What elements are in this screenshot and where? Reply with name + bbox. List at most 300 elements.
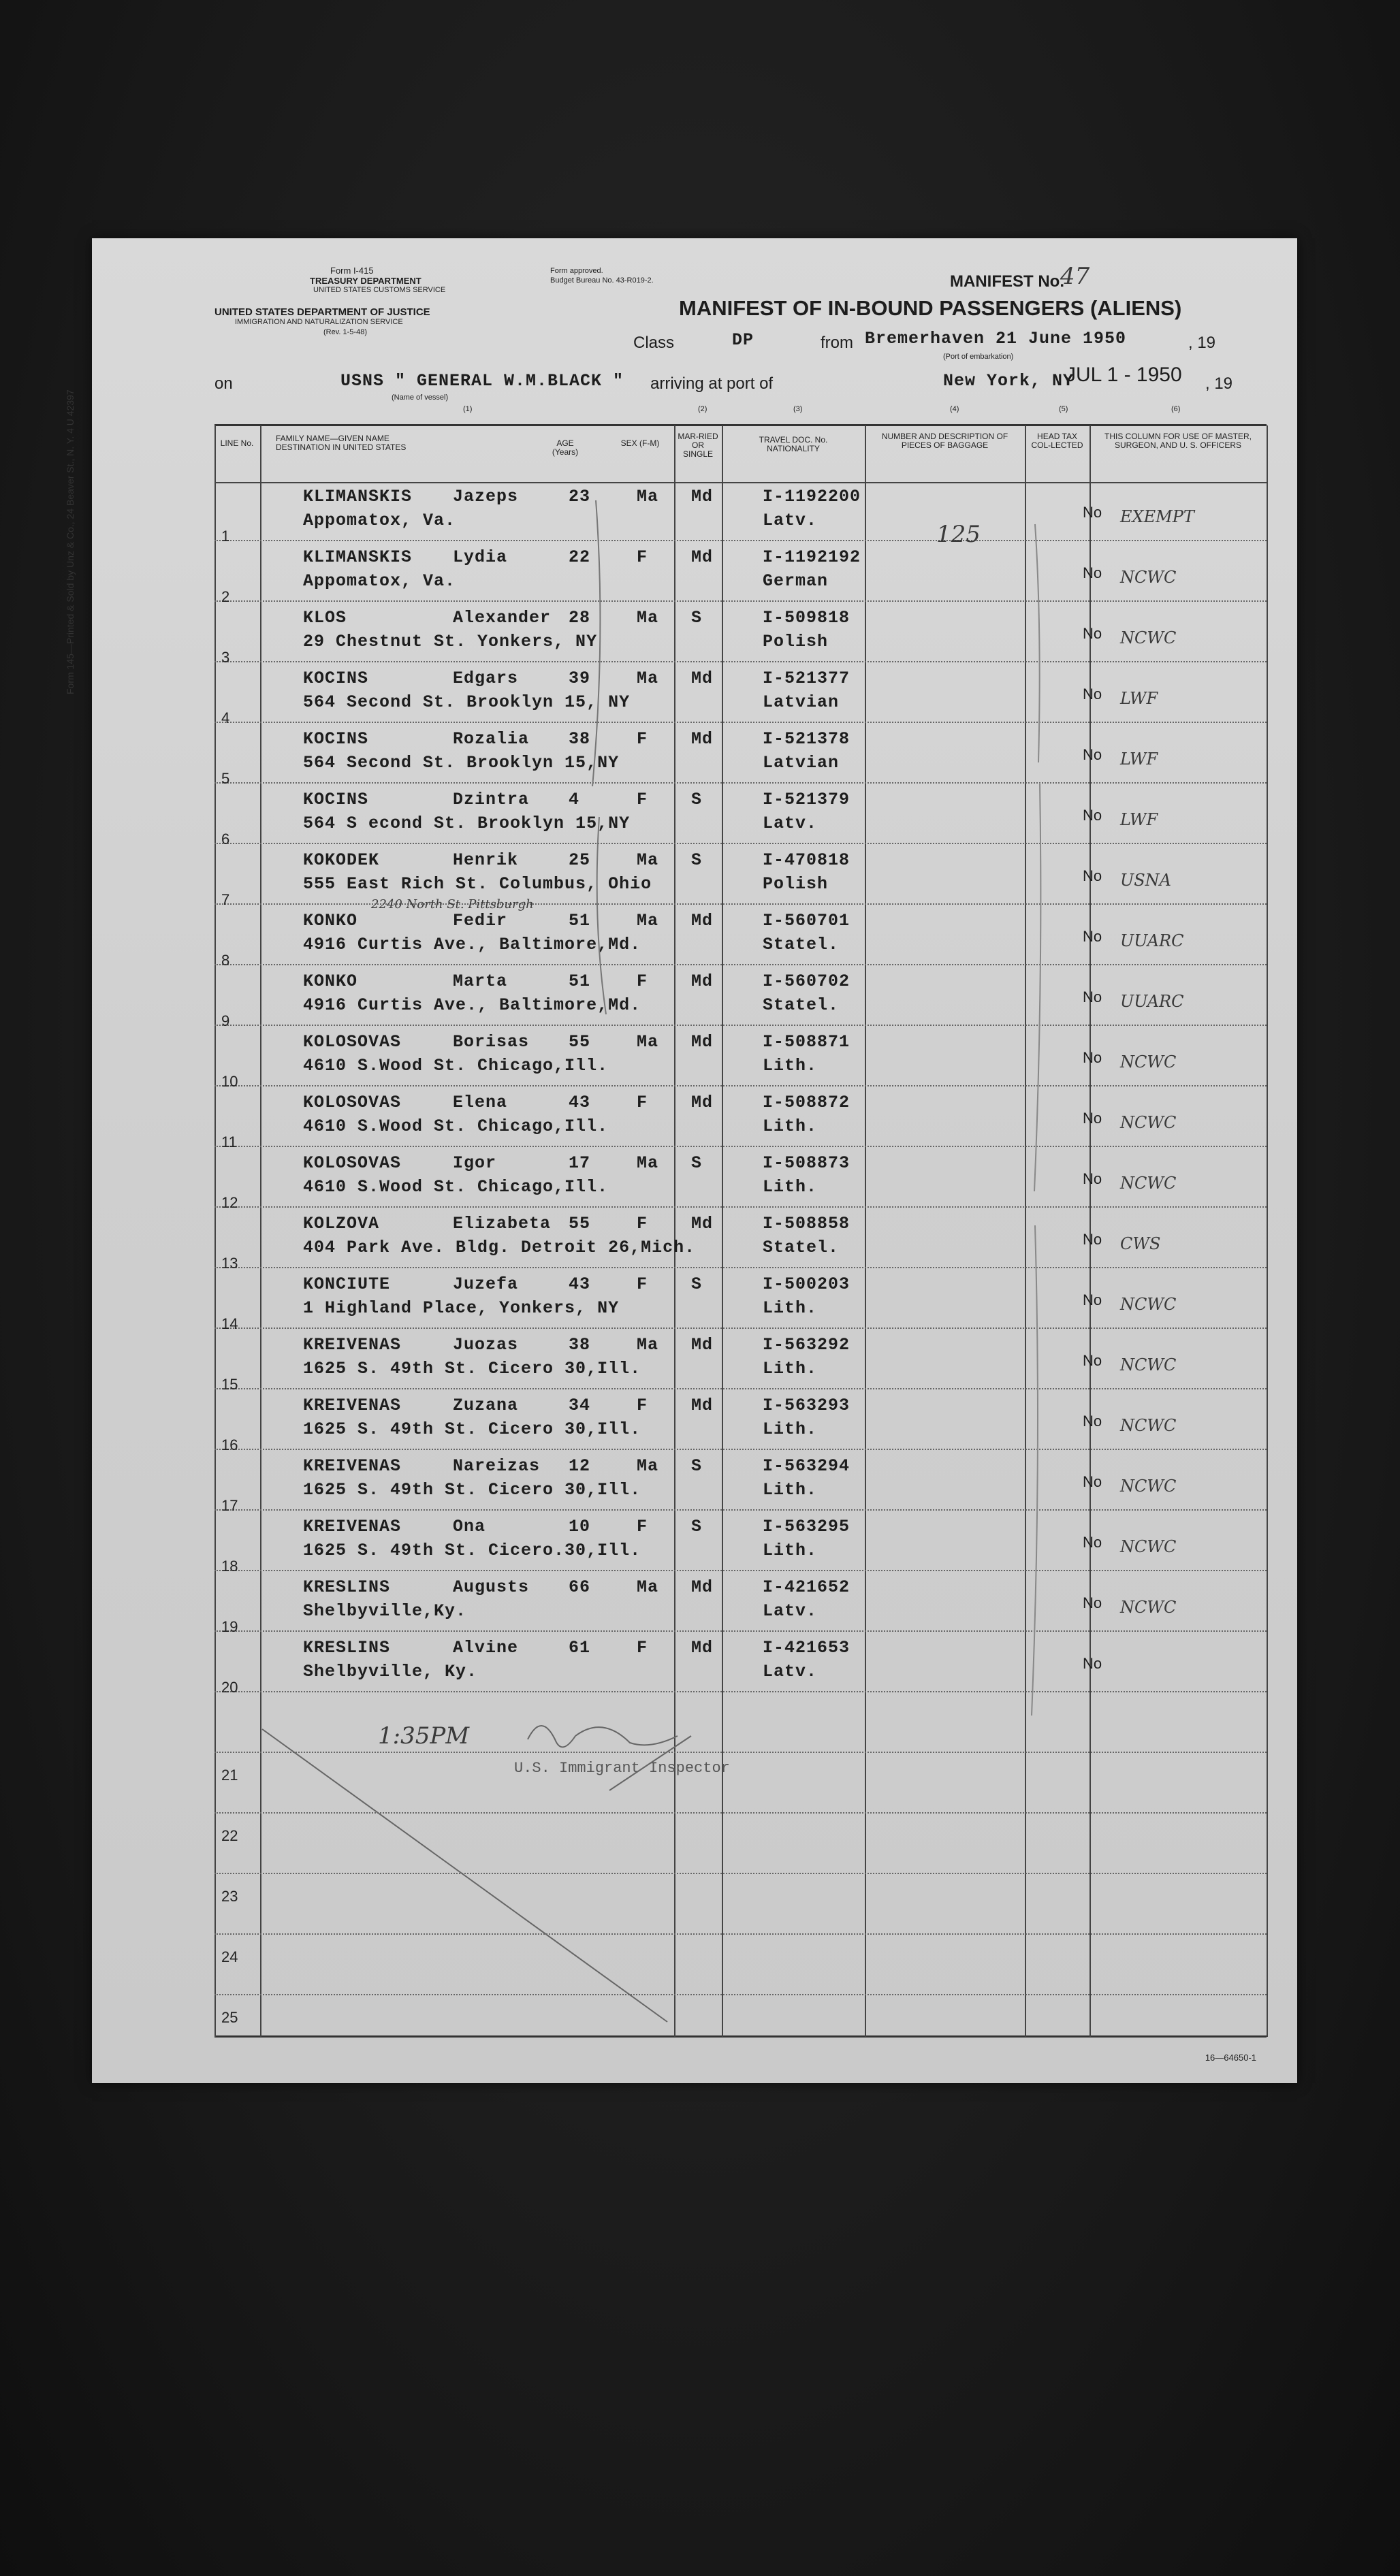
line-number: 2 — [221, 588, 230, 605]
embark-note: (Port of embarkation) — [943, 353, 1014, 361]
line-number: 8 — [221, 952, 230, 969]
passenger-travel-doc: I-1192200 — [763, 487, 861, 506]
passenger-age: 23 — [569, 487, 591, 506]
passenger-family-name: KLIMANSKIS — [303, 547, 413, 567]
passenger-destination: 564 Second St. Brooklyn 15,NY — [303, 753, 620, 773]
passenger-sex: F — [637, 790, 648, 809]
justice-label: UNITED STATES DEPARTMENT OF JUSTICE — [214, 306, 430, 318]
passenger-given-name: Alvine — [453, 1638, 519, 1658]
customs-label: UNITED STATES CUSTOMS SERVICE — [313, 286, 446, 294]
passenger-nationality: Polish — [763, 874, 829, 894]
row-line — [214, 1994, 1267, 1995]
passenger-travel-doc: I-563295 — [763, 1517, 850, 1536]
passenger-nationality: Lith. — [763, 1541, 818, 1560]
row-line — [214, 1388, 1267, 1389]
passenger-family-name: KREIVENAS — [303, 1517, 402, 1536]
passenger-sex: F — [637, 1517, 648, 1536]
passenger-nationality: Lith. — [763, 1480, 818, 1500]
row-line — [214, 1570, 1267, 1571]
passenger-sex: Ma — [637, 1335, 659, 1355]
official-note: LWF — [1120, 689, 1158, 708]
head-tax-value: No — [1083, 867, 1102, 884]
passenger-age: 28 — [569, 608, 591, 628]
year-suffix-1: , 19 — [1188, 334, 1216, 352]
line-number: 16 — [221, 1436, 238, 1453]
row-line — [214, 1025, 1267, 1026]
manifest-no-value: 47 — [1060, 263, 1090, 290]
passenger-sex: F — [637, 1274, 648, 1294]
head-tax-value: No — [1083, 807, 1102, 824]
line-number: 12 — [221, 1194, 238, 1211]
line-number: 19 — [221, 1618, 238, 1635]
line-number: 17 — [221, 1497, 238, 1514]
passenger-sex: F — [637, 1638, 648, 1658]
passenger-marital-status: Md — [691, 1335, 714, 1355]
official-note: NCWC — [1120, 1355, 1177, 1374]
head-tax-value: No — [1083, 1170, 1102, 1187]
arrival-date-stamp: JUL 1 - 1950 — [1066, 364, 1182, 386]
passenger-nationality: Latv. — [763, 511, 818, 530]
row-line — [214, 1691, 1267, 1692]
line-number: 4 — [221, 709, 230, 726]
passenger-destination: Shelbyville, Ky. — [303, 1662, 478, 1681]
passenger-travel-doc: I-509818 — [763, 608, 850, 628]
passenger-family-name: KONCIUTE — [303, 1274, 391, 1294]
passenger-marital-status: S — [691, 1274, 703, 1294]
inspector-label: U.S. Immigrant Inspector — [514, 1760, 730, 1777]
passenger-family-name: KOLZOVA — [303, 1214, 380, 1234]
line-number: 6 — [221, 831, 230, 848]
passenger-nationality: Lith. — [763, 1116, 818, 1136]
passenger-marital-status: S — [691, 1153, 703, 1173]
passenger-given-name: Zuzana — [453, 1396, 519, 1415]
head-tax-value: No — [1083, 1594, 1102, 1611]
budget-bureau: Budget Bureau No. 43-R019-2. — [550, 276, 654, 285]
passenger-destination: 555 East Rich St. Columbus, Ohio — [303, 874, 652, 894]
passenger-age: 17 — [569, 1153, 591, 1173]
passenger-marital-status: Md — [691, 1093, 714, 1112]
passenger-travel-doc: I-521378 — [763, 729, 850, 749]
passenger-age: 43 — [569, 1274, 591, 1294]
official-note: USNA — [1120, 871, 1171, 890]
line-number: 11 — [221, 1133, 237, 1150]
passenger-given-name: Alexander — [453, 608, 552, 628]
passenger-travel-doc: I-508872 — [763, 1093, 850, 1112]
passenger-age: 51 — [569, 911, 591, 931]
col-name: FAMILY NAME—GIVEN NAME DESTINATION IN UNITED STATES — [276, 434, 407, 452]
passenger-destination: Appomatox, Va. — [303, 571, 456, 591]
col-age: AGE (Years) — [552, 438, 579, 457]
passenger-travel-doc: I-508871 — [763, 1032, 850, 1052]
row-line — [214, 843, 1267, 844]
official-note: LWF — [1120, 750, 1158, 769]
line-number: 1 — [221, 528, 230, 545]
passenger-destination: 4916 Curtis Ave., Baltimore,Md. — [303, 935, 641, 954]
passenger-nationality: Lith. — [763, 1298, 818, 1318]
manifest-page — [92, 238, 1297, 2083]
passenger-marital-status: Md — [691, 1032, 714, 1052]
col-official: THIS COLUMN FOR USE OF MASTER, SURGEON, AND U. S. OFFICERS — [1104, 432, 1252, 450]
side-print: Form 145—Printed & Sold by Unz & Co., 24 Beaver St., N. Y. 4 U 42397 — [65, 389, 76, 694]
passenger-given-name: Dzintra — [453, 790, 530, 809]
passenger-travel-doc: I-421652 — [763, 1577, 850, 1597]
passenger-age: 22 — [569, 547, 591, 567]
passenger-nationality: German — [763, 571, 829, 591]
revision-label: (Rev. 1-5-48) — [323, 328, 367, 336]
passenger-sex: F — [637, 1214, 648, 1234]
line-number: 23 — [221, 1888, 238, 1905]
head-tax-value: No — [1083, 988, 1102, 1005]
row-line — [214, 1812, 1267, 1814]
passenger-sex: Ma — [637, 1032, 659, 1052]
passenger-given-name: Elena — [453, 1093, 508, 1112]
head-tax-value: No — [1083, 504, 1102, 521]
passenger-family-name: KREIVENAS — [303, 1335, 402, 1355]
passenger-sex: Ma — [637, 850, 659, 870]
passenger-given-name: Elizabeta — [453, 1214, 552, 1234]
line-number: 5 — [221, 770, 230, 787]
row-line — [214, 964, 1267, 965]
passenger-age: 39 — [569, 669, 591, 688]
passenger-travel-doc: I-563293 — [763, 1396, 850, 1415]
row-line — [214, 1206, 1267, 1208]
passenger-age: 51 — [569, 971, 591, 991]
from-label: from — [821, 334, 853, 352]
row-line — [214, 1509, 1267, 1511]
head-tax-value: No — [1083, 1291, 1102, 1308]
passenger-travel-doc: I-560702 — [763, 971, 850, 991]
line-number: 14 — [221, 1315, 238, 1332]
row-line — [214, 1449, 1267, 1450]
passenger-age: 38 — [569, 729, 591, 749]
arriving-label: arriving at port of — [650, 374, 774, 393]
official-note: NCWC — [1120, 568, 1177, 587]
passenger-destination: 404 Park Ave. Bldg. Detroit 26,Mich. — [303, 1238, 696, 1257]
col-head-tax: HEAD TAX COL-LECTED — [1031, 432, 1083, 450]
official-note: NCWC — [1120, 1598, 1177, 1617]
passenger-destination: 1625 S. 49th St. Cicero 30,Ill. — [303, 1359, 641, 1379]
passenger-destination: 4610 S.Wood St. Chicago,Ill. — [303, 1116, 609, 1136]
line-number: 24 — [221, 1948, 238, 1965]
col-travel-doc: TRAVEL DOC. No. NATIONALITY — [759, 435, 828, 453]
passenger-age: 10 — [569, 1517, 591, 1536]
col-divider — [260, 425, 261, 2037]
col-num-3: (3) — [793, 405, 803, 413]
manifest-no-label: MANIFEST No. — [950, 272, 1064, 291]
line-number: 7 — [221, 891, 230, 908]
passenger-destination: 564 Second St. Brooklyn 15, NY — [303, 692, 631, 712]
passenger-given-name: Henrik — [453, 850, 519, 870]
passenger-age: 38 — [569, 1335, 591, 1355]
passenger-destination: 1 Highland Place, Yonkers, NY — [303, 1298, 620, 1318]
passenger-sex: Ma — [637, 1456, 659, 1476]
head-tax-value: No — [1083, 1655, 1102, 1672]
passenger-travel-doc: I-521379 — [763, 790, 850, 809]
vessel-name: USNS " GENERAL W.M.BLACK " — [340, 371, 624, 391]
official-note: NCWC — [1120, 1174, 1177, 1193]
form-approved: Form approved. — [550, 267, 603, 275]
passenger-given-name: Ona — [453, 1517, 486, 1536]
passenger-destination: 564 S econd St. Brooklyn 15,NY — [303, 814, 631, 833]
passenger-family-name: KOCINS — [303, 729, 369, 749]
passenger-family-name: KONKO — [303, 971, 358, 991]
col-line-no: LINE No. — [220, 438, 254, 448]
passenger-marital-status: Md — [691, 487, 714, 506]
passenger-given-name: Rozalia — [453, 729, 530, 749]
official-note: NCWC — [1120, 628, 1177, 647]
passenger-marital-status: Md — [691, 729, 714, 749]
passenger-family-name: KOLOSOVAS — [303, 1093, 402, 1112]
passenger-given-name: Juzefa — [453, 1274, 519, 1294]
passenger-marital-status: Md — [691, 1577, 714, 1597]
passenger-marital-status: Md — [691, 911, 714, 931]
passenger-nationality: Lith. — [763, 1056, 818, 1076]
passenger-nationality: Statel. — [763, 1238, 840, 1257]
passenger-age: 43 — [569, 1093, 591, 1112]
passenger-sex: Ma — [637, 1577, 659, 1597]
passenger-given-name: Edgars — [453, 669, 519, 688]
passenger-marital-status: S — [691, 608, 703, 628]
passenger-given-name: Augusts — [453, 1577, 530, 1597]
passenger-destination: 1625 S. 49th St. Cicero 30,Ill. — [303, 1480, 641, 1500]
baggage-count: 125 — [936, 521, 981, 548]
row-line — [214, 1327, 1267, 1329]
row-line — [214, 1933, 1267, 1935]
passenger-travel-doc: I-508858 — [763, 1214, 850, 1234]
head-tax-value: No — [1083, 1473, 1102, 1490]
head-tax-value: No — [1083, 686, 1102, 703]
passenger-sex: F — [637, 1093, 648, 1112]
passenger-destination: Shelbyville,Ky. — [303, 1601, 467, 1621]
col-sex: SEX (F-M) — [620, 438, 660, 448]
passenger-marital-status: Md — [691, 971, 714, 991]
vessel-note: (Name of vessel) — [392, 393, 449, 402]
passenger-sex: F — [637, 971, 648, 991]
passenger-marital-status: Md — [691, 1396, 714, 1415]
passenger-given-name: Fedir — [453, 911, 508, 931]
passenger-age: 25 — [569, 850, 591, 870]
footer-code: 16—64650-1 — [1205, 2052, 1256, 2063]
passenger-given-name: Lydia — [453, 547, 508, 567]
passenger-family-name: KOCINS — [303, 790, 369, 809]
head-tax-value: No — [1083, 1110, 1102, 1127]
passenger-nationality: Latvian — [763, 753, 840, 773]
passenger-marital-status: S — [691, 1517, 703, 1536]
passenger-family-name: KREIVENAS — [303, 1396, 402, 1415]
line-number: 3 — [221, 649, 230, 666]
row-line — [214, 1630, 1267, 1632]
official-note: EXEMPT — [1120, 507, 1194, 526]
ins-label: IMMIGRATION AND NATURALIZATION SERVICE — [235, 318, 403, 326]
official-note: NCWC — [1120, 1477, 1177, 1496]
passenger-nationality: Polish — [763, 632, 829, 651]
header-row-border — [214, 482, 1267, 483]
row-line — [214, 722, 1267, 723]
on-label: on — [214, 374, 233, 393]
treasury-label: TREASURY DEPARTMENT — [310, 276, 421, 286]
passenger-nationality: Latvian — [763, 692, 840, 712]
passenger-age: 34 — [569, 1396, 591, 1415]
passenger-sex: F — [637, 547, 648, 567]
line-number: 22 — [221, 1827, 238, 1844]
col-divider — [1267, 425, 1268, 2037]
row-line — [214, 1267, 1267, 1268]
head-tax-value: No — [1083, 928, 1102, 945]
row-line — [214, 782, 1267, 784]
passenger-age: 12 — [569, 1456, 591, 1476]
passenger-travel-doc: I-563294 — [763, 1456, 850, 1476]
passenger-age: 61 — [569, 1638, 591, 1658]
passenger-marital-status: S — [691, 790, 703, 809]
passenger-marital-status: Md — [691, 1638, 714, 1658]
col-num-5: (5) — [1059, 405, 1068, 413]
passenger-family-name: KRESLINS — [303, 1638, 391, 1658]
line-number: 18 — [221, 1558, 238, 1575]
passenger-nationality: Statel. — [763, 995, 840, 1015]
passenger-destination: 1625 S. 49th St. Cicero.30,Ill. — [303, 1541, 641, 1560]
passenger-destination: 4916 Curtis Ave., Baltimore,Md. — [303, 995, 641, 1015]
official-note: CWS — [1120, 1234, 1161, 1253]
from-value: Bremerhaven 21 June 1950 — [865, 329, 1127, 349]
passenger-family-name: KLOS — [303, 608, 347, 628]
passenger-destination: 1625 S. 49th St. Cicero 30,Ill. — [303, 1419, 641, 1439]
row-line — [214, 600, 1267, 602]
class-value: DP — [732, 330, 754, 350]
passenger-travel-doc: I-500203 — [763, 1274, 850, 1294]
passenger-sex: Ma — [637, 669, 659, 688]
passenger-given-name: Igor — [453, 1153, 497, 1173]
passenger-age: 55 — [569, 1214, 591, 1234]
line-number: 9 — [221, 1012, 230, 1029]
line-number: 15 — [221, 1376, 238, 1393]
head-tax-value: No — [1083, 625, 1102, 642]
passenger-sex: Ma — [637, 911, 659, 931]
row-line — [214, 661, 1267, 662]
passenger-family-name: KOKODEK — [303, 850, 380, 870]
passenger-given-name: Juozas — [453, 1335, 519, 1355]
passenger-age: 55 — [569, 1032, 591, 1052]
head-tax-value: No — [1083, 1413, 1102, 1430]
passenger-nationality: Lith. — [763, 1359, 818, 1379]
passenger-given-name: Nareizas — [453, 1456, 541, 1476]
passenger-nationality: Latv. — [763, 1601, 818, 1621]
passenger-marital-status: S — [691, 850, 703, 870]
official-note: NCWC — [1120, 1416, 1177, 1435]
head-tax-value: No — [1083, 564, 1102, 581]
col-married: MAR-RIED OR SINGLE — [678, 432, 718, 459]
col-divider — [722, 425, 723, 2037]
passenger-age: 66 — [569, 1577, 591, 1597]
passenger-given-name: Borisas — [453, 1032, 530, 1052]
passenger-nationality: Statel. — [763, 935, 840, 954]
row-line — [214, 540, 1267, 541]
passenger-marital-status: Md — [691, 547, 714, 567]
passenger-nationality: Lith. — [763, 1419, 818, 1439]
passenger-travel-doc: I-508873 — [763, 1153, 850, 1173]
row-line — [214, 1752, 1267, 1753]
line-number: 25 — [221, 2009, 238, 2026]
official-note: UUARC — [1120, 992, 1184, 1011]
official-note: NCWC — [1120, 1295, 1177, 1314]
passenger-family-name: KREIVENAS — [303, 1456, 402, 1476]
line-number: 10 — [221, 1073, 238, 1090]
col-divider — [865, 425, 866, 2037]
row-line — [214, 1085, 1267, 1086]
row-line — [214, 1146, 1267, 1147]
head-tax-value: No — [1083, 1049, 1102, 1066]
official-note: NCWC — [1120, 1113, 1177, 1132]
row-line — [214, 1873, 1267, 1874]
passenger-family-name: KONKO — [303, 911, 358, 931]
page-title: MANIFEST OF IN-BOUND PASSENGERS (ALIENS) — [679, 296, 1182, 320]
passenger-family-name: KLIMANSKIS — [303, 487, 413, 506]
line-number: 21 — [221, 1767, 238, 1784]
col-num-6: (6) — [1171, 405, 1181, 413]
passenger-sex: Ma — [637, 608, 659, 628]
handwritten-time: 1:35PM — [378, 1722, 470, 1750]
col-baggage: NUMBER AND DESCRIPTION OF PIECES OF BAGGAGE — [881, 432, 1008, 450]
passenger-sex: Ma — [637, 1153, 659, 1173]
col-num-4: (4) — [950, 405, 959, 413]
passenger-travel-doc: I-1192192 — [763, 547, 861, 567]
col-divider — [214, 425, 216, 2037]
table-top-border — [214, 424, 1267, 426]
year-suffix-2: , 19 — [1205, 374, 1233, 393]
passenger-travel-doc: I-560701 — [763, 911, 850, 931]
passenger-nationality: Latv. — [763, 1662, 818, 1681]
passenger-destination: 29 Chestnut St. Yonkers, NY — [303, 632, 598, 651]
passenger-sex: Ma — [637, 487, 659, 506]
passenger-nationality: Lith. — [763, 1177, 818, 1197]
handwritten-address: 2240 North St. Pittsburgh — [371, 897, 534, 912]
line-number: 20 — [221, 1679, 238, 1696]
line-number: 13 — [221, 1255, 238, 1272]
passenger-travel-doc: I-470818 — [763, 850, 850, 870]
passenger-marital-status: S — [691, 1456, 703, 1476]
head-tax-value: No — [1083, 1352, 1102, 1369]
official-note: NCWC — [1120, 1052, 1177, 1072]
col-num-2: (2) — [698, 405, 707, 413]
passenger-sex: F — [637, 1396, 648, 1415]
passenger-destination: 4610 S.Wood St. Chicago,Ill. — [303, 1177, 609, 1197]
passenger-given-name: Marta — [453, 971, 508, 991]
passenger-age: 4 — [569, 790, 580, 809]
passenger-sex: F — [637, 729, 648, 749]
col-divider — [1025, 425, 1026, 2037]
passenger-family-name: KRESLINS — [303, 1577, 391, 1597]
head-tax-value: No — [1083, 746, 1102, 763]
passenger-destination: 4610 S.Wood St. Chicago,Ill. — [303, 1056, 609, 1076]
passenger-marital-status: Md — [691, 669, 714, 688]
passenger-marital-status: Md — [691, 1214, 714, 1234]
passenger-travel-doc: I-421653 — [763, 1638, 850, 1658]
head-tax-value: No — [1083, 1534, 1102, 1551]
passenger-family-name: KOLOSOVAS — [303, 1032, 402, 1052]
passenger-nationality: Latv. — [763, 814, 818, 833]
class-label: Class — [633, 334, 675, 352]
table-bottom-border — [214, 2035, 1267, 2038]
official-note: LWF — [1120, 810, 1158, 829]
official-note: UUARC — [1120, 931, 1184, 950]
passenger-travel-doc: I-521377 — [763, 669, 850, 688]
arrival-port: New York, NY — [943, 371, 1075, 391]
passenger-given-name: Jazeps — [453, 487, 519, 506]
passenger-family-name: KOCINS — [303, 669, 369, 688]
official-note: NCWC — [1120, 1537, 1177, 1556]
col-divider — [674, 425, 675, 2037]
form-number: Form I-415 — [330, 265, 374, 276]
passenger-travel-doc: I-563292 — [763, 1335, 850, 1355]
